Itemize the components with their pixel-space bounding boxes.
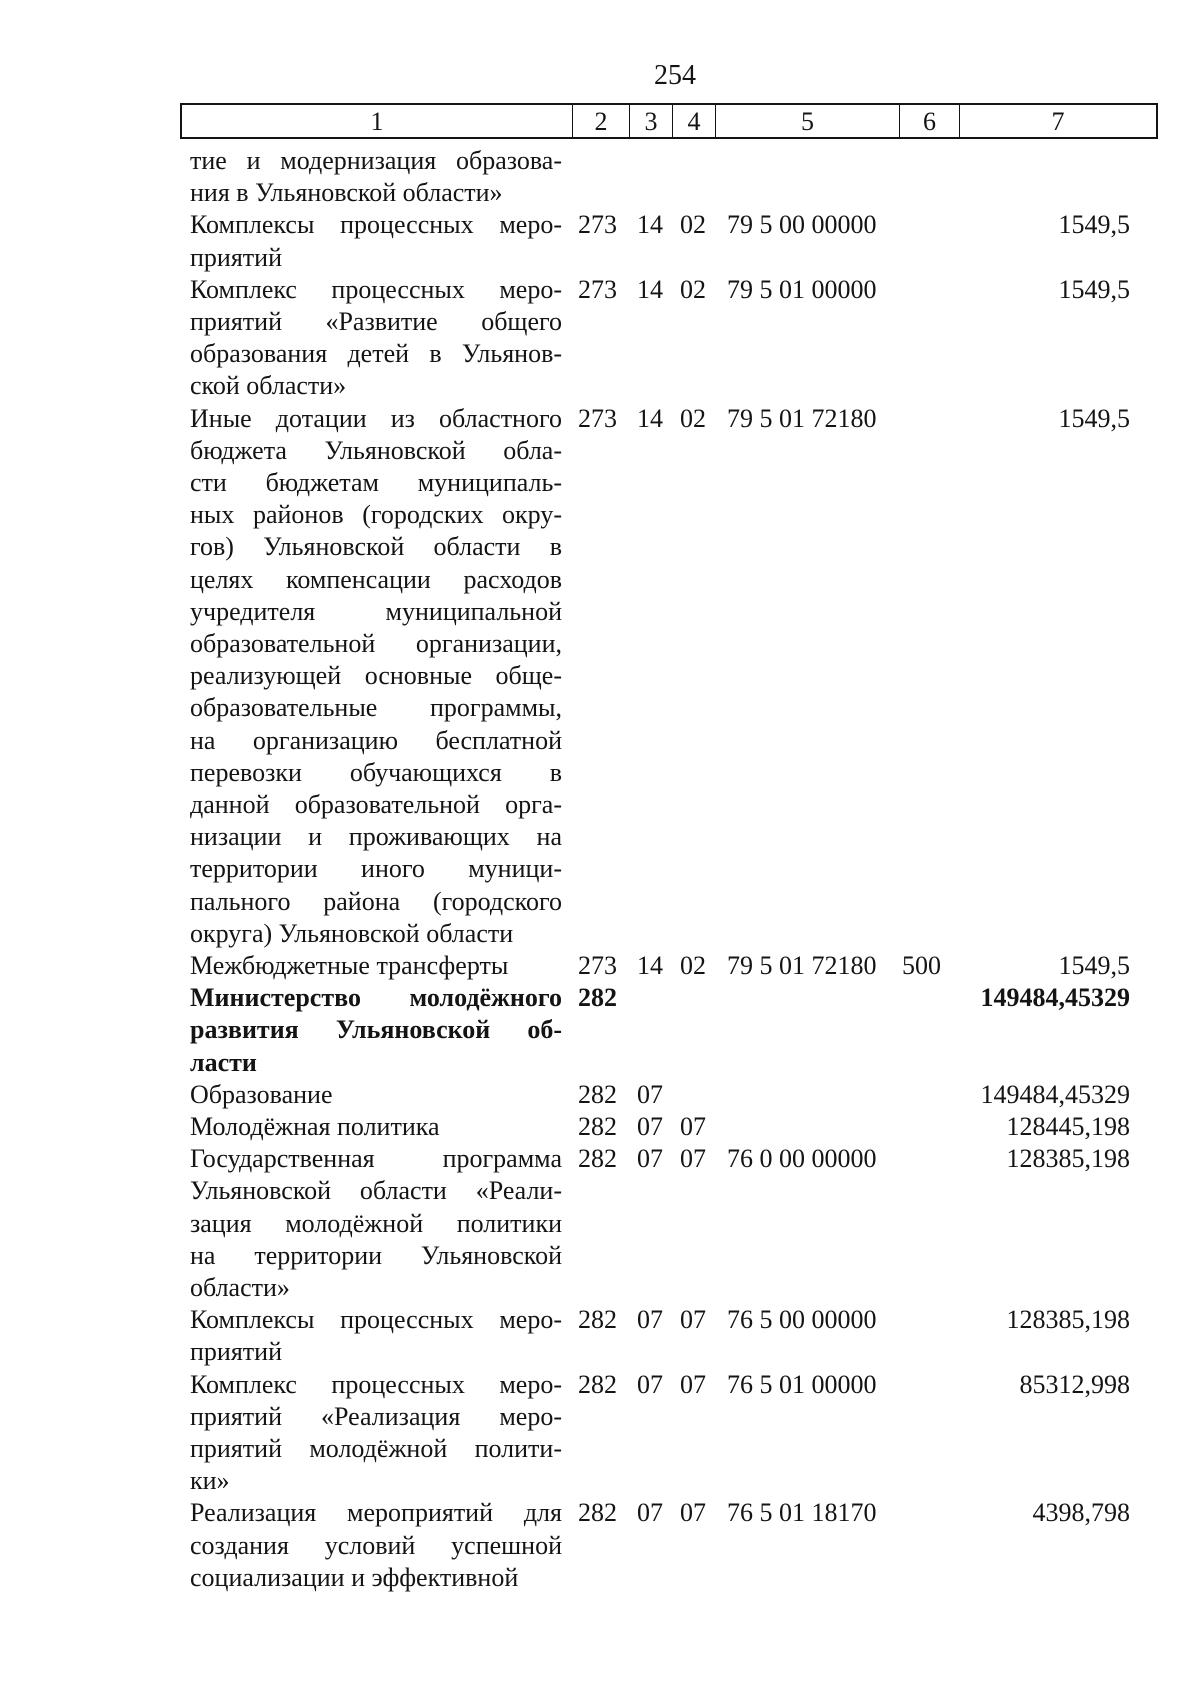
- cell-col-5: 79 5 01 72180: [727, 403, 877, 433]
- cell-col-7: 128445,198: [1006, 1112, 1130, 1141]
- cell-col-3: 07: [637, 1144, 663, 1174]
- cell-col-3: 14: [637, 951, 663, 980]
- cell-col-2: 282: [578, 983, 617, 1013]
- cell-col-7: 149484,45329: [980, 983, 1130, 1013]
- cell-col-5: 79 5 01 00000: [727, 274, 877, 304]
- cell-col-5: 76 5 01 00000: [727, 1369, 877, 1399]
- description-line: образования детей в Ульянов-: [190, 339, 562, 369]
- description-line: области»: [190, 1273, 290, 1302]
- row-description: [190, 1079, 562, 1111]
- cell-col-7: 1549,5: [1058, 403, 1130, 433]
- description-line: Реализация мероприятий для: [190, 1498, 562, 1528]
- description-line: округа) Ульяновской области: [190, 918, 514, 948]
- header-col-1: 1: [370, 107, 384, 136]
- cell-col-2: 273: [578, 403, 617, 433]
- table-row: [0, 950, 1200, 982]
- row-description: [190, 1497, 562, 1594]
- description-line: Ульяновской области «Реали-: [190, 1176, 562, 1206]
- cell-col-4: 02: [680, 210, 706, 240]
- cell-col-2: 282: [578, 1144, 617, 1174]
- description-line: приятий: [190, 1337, 282, 1367]
- description-line: ных районов (городских окру-: [190, 500, 562, 530]
- cell-col-3: 07: [637, 1369, 663, 1399]
- description-line: Министерство молодёжного: [190, 983, 562, 1013]
- row-description: [190, 1143, 562, 1304]
- cell-col-4: 07: [680, 1112, 706, 1141]
- row-description: [190, 950, 562, 982]
- table-row: [0, 982, 1200, 1079]
- cell-col-6: 500: [902, 951, 941, 980]
- cell-col-2: 273: [578, 210, 617, 240]
- table-row: [0, 403, 1200, 950]
- table-row: [0, 209, 1200, 273]
- row-description: [190, 274, 562, 403]
- cell-col-4: 02: [680, 274, 706, 304]
- cell-col-4: 02: [680, 951, 706, 980]
- cell-col-3: 07: [637, 1112, 663, 1141]
- cell-col-3: 07: [637, 1498, 663, 1528]
- row-description: [190, 403, 562, 950]
- cell-col-5: 76 5 01 18170: [727, 1498, 877, 1528]
- description-line: территории иного муници-: [190, 854, 562, 884]
- cell-col-4: 07: [680, 1144, 706, 1174]
- cell-col-7: 1549,5: [1058, 210, 1130, 240]
- row-description: [190, 145, 562, 209]
- header-col-5: 5: [715, 105, 899, 137]
- description-line: ласти: [190, 1047, 257, 1077]
- table-header: [180, 103, 1158, 139]
- description-line: на территории Ульяновской: [190, 1240, 562, 1270]
- description-line: Комплексы процессных меро-: [190, 210, 562, 240]
- cell-col-3: 14: [637, 210, 663, 240]
- description-line: зация молодёжной политики: [190, 1208, 562, 1238]
- page-number: 254: [654, 60, 696, 91]
- description-line: на организацию бесплатной: [190, 725, 562, 755]
- description-line: ки»: [190, 1466, 230, 1496]
- description-line: Комплексы процессных меро-: [190, 1305, 562, 1335]
- cell-col-5: 76 0 00 00000: [727, 1144, 877, 1174]
- description-line: Образование: [190, 1079, 333, 1109]
- cell-col-7: 128385,198: [1006, 1305, 1130, 1335]
- description-line: Государственная программа: [190, 1144, 562, 1174]
- cell-col-7: 85312,998: [1019, 1369, 1130, 1399]
- cell-col-2: 282: [578, 1498, 617, 1528]
- table-row: [0, 145, 1200, 209]
- cell-col-7: 1549,5: [1058, 951, 1130, 980]
- description-line: Иные дотации из областного: [190, 403, 562, 433]
- description-line: образовательной организации,: [190, 629, 562, 659]
- row-description: [190, 1369, 562, 1498]
- cell-col-2: 282: [578, 1112, 617, 1141]
- description-line: образовательные программы,: [190, 693, 562, 723]
- row-description: [190, 1111, 562, 1143]
- cell-col-7: 149484,45329: [980, 1079, 1130, 1109]
- description-line: Молодёжная политика: [190, 1112, 440, 1141]
- description-line: создания условий успешной: [190, 1530, 562, 1560]
- table-row: [0, 1079, 1200, 1111]
- cell-col-2: 282: [578, 1079, 617, 1109]
- table-row: [0, 1369, 1200, 1498]
- header-col-2: 2: [572, 105, 629, 137]
- description-line: приятий «Реализация меро-: [190, 1401, 562, 1431]
- cell-col-7: 4398,798: [1032, 1498, 1130, 1528]
- row-description: [190, 1304, 562, 1368]
- cell-col-3: 07: [637, 1079, 663, 1109]
- cell-col-4: 02: [680, 403, 706, 433]
- description-line: бюджета Ульяновской обла-: [190, 435, 562, 465]
- cell-col-4: 07: [680, 1498, 706, 1528]
- cell-col-5: 76 5 00 00000: [727, 1305, 877, 1335]
- description-line: Комплекс процессных меро-: [190, 274, 562, 304]
- description-line: тие и модернизация образова-: [190, 146, 562, 175]
- table-row: [0, 1497, 1200, 1594]
- cell-col-3: 14: [637, 403, 663, 433]
- description-line: данной образовательной орга-: [190, 790, 562, 820]
- description-line: ния в Ульяновской области»: [190, 178, 503, 208]
- cell-col-7: 128385,198: [1006, 1144, 1130, 1174]
- cell-col-5: 79 5 00 00000: [727, 210, 877, 240]
- description-line: учредителя муниципальной: [190, 596, 562, 626]
- description-line: целях компенсации расходов: [190, 564, 562, 594]
- cell-col-2: 273: [578, 274, 617, 304]
- header-col-7: 7: [959, 105, 1156, 137]
- cell-col-5: 79 5 01 72180: [727, 951, 877, 980]
- description-line: приятий: [190, 242, 282, 272]
- cell-col-7: 1549,5: [1058, 274, 1130, 304]
- cell-col-4: 07: [680, 1305, 706, 1335]
- table-row: [0, 1111, 1200, 1143]
- description-line: гов) Ульяновской области в: [190, 532, 562, 562]
- row-description: [190, 209, 562, 273]
- description-line: приятий молодёжной полити-: [190, 1434, 562, 1463]
- header-col-6: 6: [899, 105, 959, 137]
- cell-col-2: 282: [578, 1369, 617, 1399]
- header-col-3: 3: [629, 105, 672, 137]
- description-line: низации и проживающих на: [190, 822, 562, 852]
- description-line: Комплекс процессных меро-: [190, 1369, 562, 1399]
- header-col-4: 4: [672, 105, 715, 137]
- cell-col-4: 07: [680, 1369, 706, 1399]
- description-line: приятий «Развитие общего: [190, 307, 562, 336]
- table-row: [0, 1304, 1200, 1368]
- cell-col-3: 14: [637, 274, 663, 304]
- description-line: реализующей основные обще-: [190, 661, 562, 691]
- description-line: перевозки обучающихся в: [190, 757, 562, 787]
- table-row: [0, 274, 1200, 403]
- row-description: [190, 982, 562, 1079]
- description-line: Межбюджетные трансферты: [190, 951, 509, 980]
- description-line: социализации и эффективной: [190, 1562, 519, 1592]
- cell-col-2: 273: [578, 951, 617, 980]
- table-row: [0, 1143, 1200, 1304]
- cell-col-2: 282: [578, 1305, 617, 1335]
- description-line: развития Ульяновской об-: [190, 1015, 562, 1045]
- description-line: сти бюджетам муниципаль-: [190, 468, 562, 497]
- description-line: ской области»: [190, 371, 347, 401]
- description-line: пального района (городского: [190, 886, 562, 916]
- cell-col-3: 07: [637, 1305, 663, 1335]
